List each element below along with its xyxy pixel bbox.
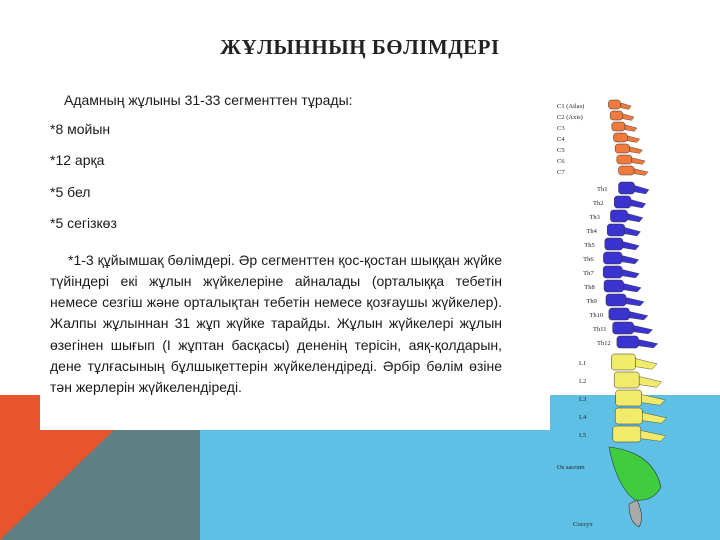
vertebra-l2-process [639,377,662,388]
vertebra-th9-process [626,298,644,306]
label-coccyx: Coccyx [573,521,593,528]
body-paragraph: *1-3 құйымшақ бөлімдері. Әр сегменттен қос-қостан шыққан жүйке түйіндері екі жұлын жүйкелеріне айналады (орталыққа тебетін немесе сезгіш және орталықтан тебетін немесе қозғаушы жүйкелер). Жалпы жұлыннан 31 жұп жүйке тарайды. Жұлын жүйкелері жұлын өзегінен шығып (І жұптан басқасы) дененің терісін, аяқ-қолдарын, дене тұлғасының бұлшықеттерін жүйкелендіреді. Әрбір бөлім өзіне тән жерлерін жүйкелендіреді. [50,251,502,396]
label-th8: Th8 [584,284,595,291]
label-c5: C5 [557,147,565,154]
label-c3: C3 [557,125,565,132]
vertebra-c7-process [634,169,648,176]
bullet-lumbar: *5 бел [50,183,91,200]
vertebra-th2-process [631,200,646,208]
label-th1: Th1 [597,186,608,193]
label-l1: L1 [579,360,587,367]
vertebra-th6-process [622,256,639,264]
vertebra-l4-process [642,413,666,424]
vertebra-th11-body [613,322,634,334]
bullet-thoracic: *12 арқа [50,152,105,168]
label-l3: L3 [579,396,587,403]
vertebra-c3-body [612,122,625,131]
label-th4: Th4 [586,228,597,235]
vertebra-c2-axis-body [610,111,623,120]
vertebra-l4-body [615,408,642,424]
label-c7: C7 [557,169,565,176]
label-th2: Th2 [593,200,604,207]
label-th11: Th11 [593,326,607,333]
vertebra-c1-atlas-body [608,100,620,109]
vertebra-th4-process [625,228,641,236]
label-l4: L4 [579,414,587,421]
vertebra-th5-process [623,242,639,250]
vertebra-l3-process [642,395,665,406]
vertebra-th11-process [634,326,653,334]
vertebra-th10-body [609,308,630,320]
vertebra-c3-process [625,125,637,132]
vertebra-l3-body [616,390,642,406]
vertebra-c5-process [630,147,643,154]
label-th5: Th5 [584,242,595,249]
label-c2-axis: C2 (Axis) [557,114,583,121]
spine-drawing [553,92,703,532]
label-th9: Th9 [586,298,597,305]
vertebra-th2-body [614,196,631,208]
vertebra-l5-process [641,431,666,442]
coccyx-shape [629,500,642,527]
vertebra-th1-process [635,186,649,194]
label-th3: Th3 [589,214,600,221]
label-c1-atlas: C1 (Atlas) [557,103,585,110]
vertebra-th10-process [629,312,647,320]
slide-title: ЖҰЛЫННЫҢ БӨЛІМДЕРІ [220,35,500,59]
vertebra-c1-atlas-process [620,103,631,110]
vertebra-c7-body [619,166,635,175]
label-th6: Th6 [583,256,594,263]
vertebra-th12-body [617,336,639,348]
vertebra-th3-process [627,214,642,222]
vertebra-c6-process [632,158,646,165]
vertebra-th5-body [605,238,623,250]
label-th7: Th7 [583,270,594,277]
bullet-cervical: *8 мойын [50,120,111,137]
intro-text: Адамның жұлыны 31-33 сегменттен тұрады: [64,92,353,108]
label-c4: C4 [557,136,565,143]
spine-illustration [553,92,703,532]
label-l5: L5 [579,432,587,439]
vertebra-th12-process [638,340,657,348]
vertebra-c4-body [613,133,627,142]
vertebra-l1-process [635,359,657,370]
vertebra-l1-body [611,354,635,370]
vertebra-th4-body [607,224,625,236]
vertebra-th6-body [603,252,622,264]
label-th12: Th12 [597,340,611,347]
label-th10: Th10 [589,312,604,319]
vertebra-l2-body [614,372,639,388]
vertebra-th8-process [624,284,642,292]
vertebra-c2-axis-process [623,114,634,121]
vertebra-th8-body [604,280,624,292]
label-c6: C6 [557,158,565,165]
vertebra-l5-body [613,426,641,442]
bullet-sacral: *5 сегізкөз [50,215,117,231]
vertebra-th1-body [619,182,635,194]
vertebra-th3-body [610,210,627,222]
label-os-sacrum: Os sacrum [557,464,585,471]
vertebra-th7-process [622,270,639,278]
vertebra-c4-process [627,136,639,143]
label-l2: L2 [579,378,587,385]
vertebra-th9-body [606,294,626,306]
vertebra-c6-body [617,155,632,164]
sacrum-shape [609,447,661,500]
slide-content [50,90,502,399]
vertebra-c5-body [615,144,629,153]
vertebra-th7-body [603,266,622,278]
